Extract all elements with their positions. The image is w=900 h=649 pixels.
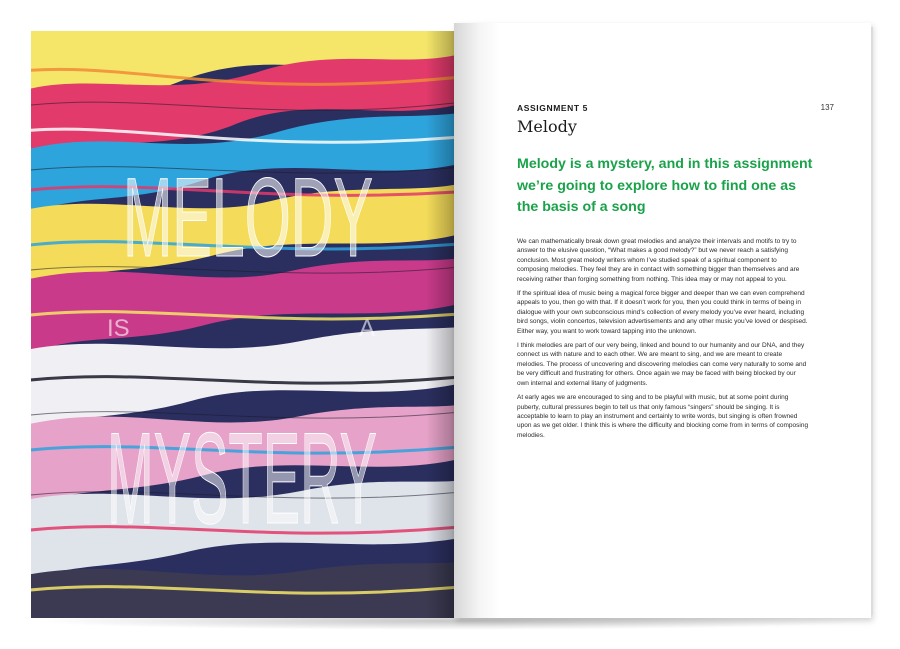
body-paragraph: We can mathematically break down great melodies and analyze their intervals and motifs to try to answer to the elusive question, “What makes a good melody?” but we never reach a satisfying conclusion. Most great melody writers whom I’ve studied speak of a spiritual component to composing melodies. They feel they are in contact with something bigger than themselves and are receiving rather than forging something from nothing. This idea may or may not appeal to you. (517, 238, 800, 283)
page-title: Melody (517, 117, 577, 136)
body-text (517, 237, 809, 445)
right-gutter-shadow (454, 23, 500, 618)
page-number: 137 (820, 103, 834, 112)
art-word-mystery: MYSTERY (107, 405, 377, 551)
pull-quote: Melody is a mystery, and in this assignment we’re going to explore how to find one as the basis of a song (517, 156, 813, 215)
right-page (454, 23, 871, 618)
left-page-artwork (31, 31, 454, 618)
marbled-artwork (31, 31, 454, 618)
page-edge (871, 27, 873, 615)
art-word-a: A (359, 315, 376, 342)
art-word-is: IS (107, 315, 130, 342)
assignment-label: ASSIGNMENT 5 (517, 103, 588, 113)
body-paragraph: If the spiritual idea of music being a magical force bigger and deeper than we can even comprehend appeals to you, then go with that. If it doesn’t work for you, then you could think in terms of being in dialogue with your own subconscious mind’s collection of every melody you’ve ever heard, including bird songs, violin concertos, television advertisements and any other music you’ve loved or despised. Either way, you want to work toward tapping into the unknown. (517, 290, 808, 335)
body-paragraph: At early ages we are encouraged to sing and to be playful with music, but at some point during puberty, cultural pressures begin to tell us that only famous “singers” should be singing. It is acceptable to learn to play an instrument and certainly to write words, but singing is often frowned upon as we get older. I think this is where the difficulty and blocking come from in terms of composing melodies. (517, 394, 809, 439)
left-gutter-shadow (426, 31, 454, 618)
body-paragraph: I think melodies are part of our very being, linked and bound to our humanity and our DNA, and they connect us with nature and to each other. We are meant to sing, and we are meant to create melodies. The process of uncovering and discovering melodies can come very naturally to some and be very difficult and frustrating for others. Once again we may be faced with being blocked by our own internal and external litany of judgments. (517, 342, 807, 387)
art-word-melody: MELODY (123, 155, 373, 280)
